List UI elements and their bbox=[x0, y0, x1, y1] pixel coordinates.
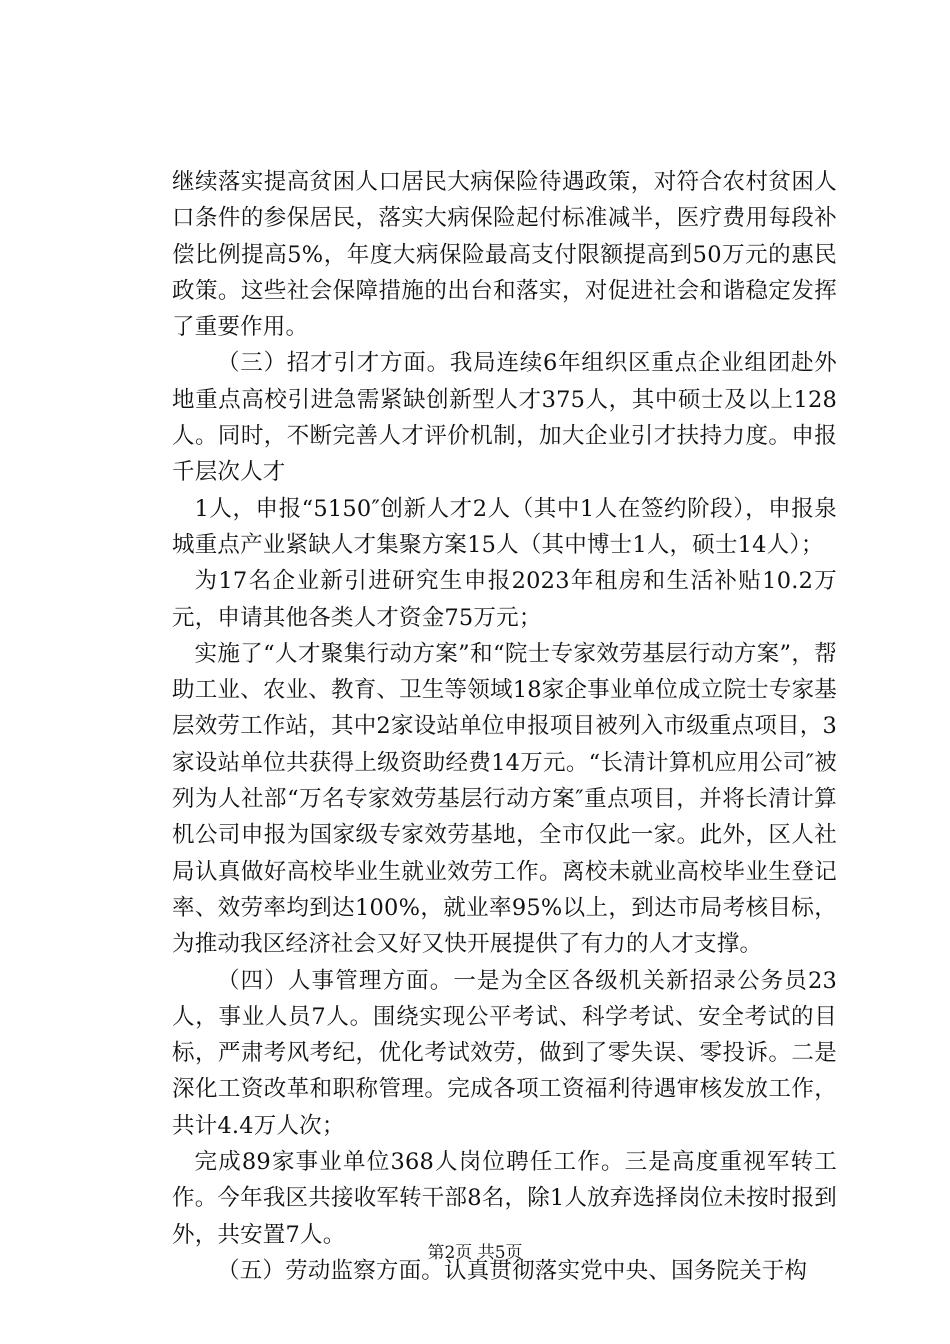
paragraph-section-three: （三）招才引才方面。我局连续6年组织区重点企业组团赴外地重点高校引进急需紧缺创新型人才375人，其中硕士及以上128人。同时，不断完善人才评价机制，加大企业引才扶持力度。申报千层次人才 bbox=[172, 350, 837, 486]
document-body bbox=[172, 164, 837, 1289]
paragraph-section-four: （四）人事管理方面。一是为全区各级机关新招录公务员23人，事业人员7人。围绕实现公平考试、科学考试、安全考试的目标，严肃考风考纪，优化考试效劳，做到了零失误、零投诉。二是深化工资改革和职称管理。完成各项工资福利待遇审核发放工作，共计4.4万人次； bbox=[172, 967, 837, 1139]
page-number-footer: 第2页 共5页 bbox=[427, 1243, 523, 1263]
paragraph-graduate-subsidy: 为17名企业新引进研究生申报2023年租房和生活补贴10.2万元，申请其他各类人才资金75万元； bbox=[172, 568, 837, 631]
paragraph-talent-application: 1人，申报“5150″创新人才2人（其中1人在签约阶段），申报泉城重点产业紧缺人才集聚方案15人（其中博士1人，硕士14人）； bbox=[172, 495, 837, 558]
paragraph-position-appointment: 完成89家事业单位368人岗位聘任工作。三是高度重视军转工作。今年我区共接收军转干部8名，除1人放弃选择岗位未按时报到外，共安置7人。 bbox=[172, 1149, 837, 1248]
paragraph-section-five: （五）劳动监察方面。认真贯彻落实党中央、国务院关于构 bbox=[217, 1257, 808, 1284]
paragraph-expert-program: 实施了“人才聚集行动方案”和“院士专家效劳基层行动方案”，帮助工业、农业、教育、卫生等领域18家企事业单位成立院士专家基层效劳工作站，其中2家设站单位申报项目被列入市级重点项目，3家设站单位共获得上级资助经费14万元。“长清计算机应用公司″被列为人社部“万名专家效劳基层行动方案″重点项目，并将长清计算机公司申报为国家级专家效劳基地，全市仅此一家。此外，区人社局认真做好高校毕业生就业效劳工作。离校未就业高校毕业生登记率、效劳率均到达100%，就业率95%以上，到达市局考核目标，为推动我区经济社会又好又快开展提供了有力的人才支撑。 bbox=[172, 640, 837, 958]
paragraph-continuation: 继续落实提高贫困人口居民大病保险待遇政策，对符合农村贫困人口条件的参保居民，落实大病保险起付标准减半，医疗费用每段补偿比例提高5%，年度大病保险最高支付限额提高到50万元的惠民政策。这些社会保障措施的出台和落实，对促进社会和谐稳定发挥了重要作用。 bbox=[172, 169, 837, 341]
